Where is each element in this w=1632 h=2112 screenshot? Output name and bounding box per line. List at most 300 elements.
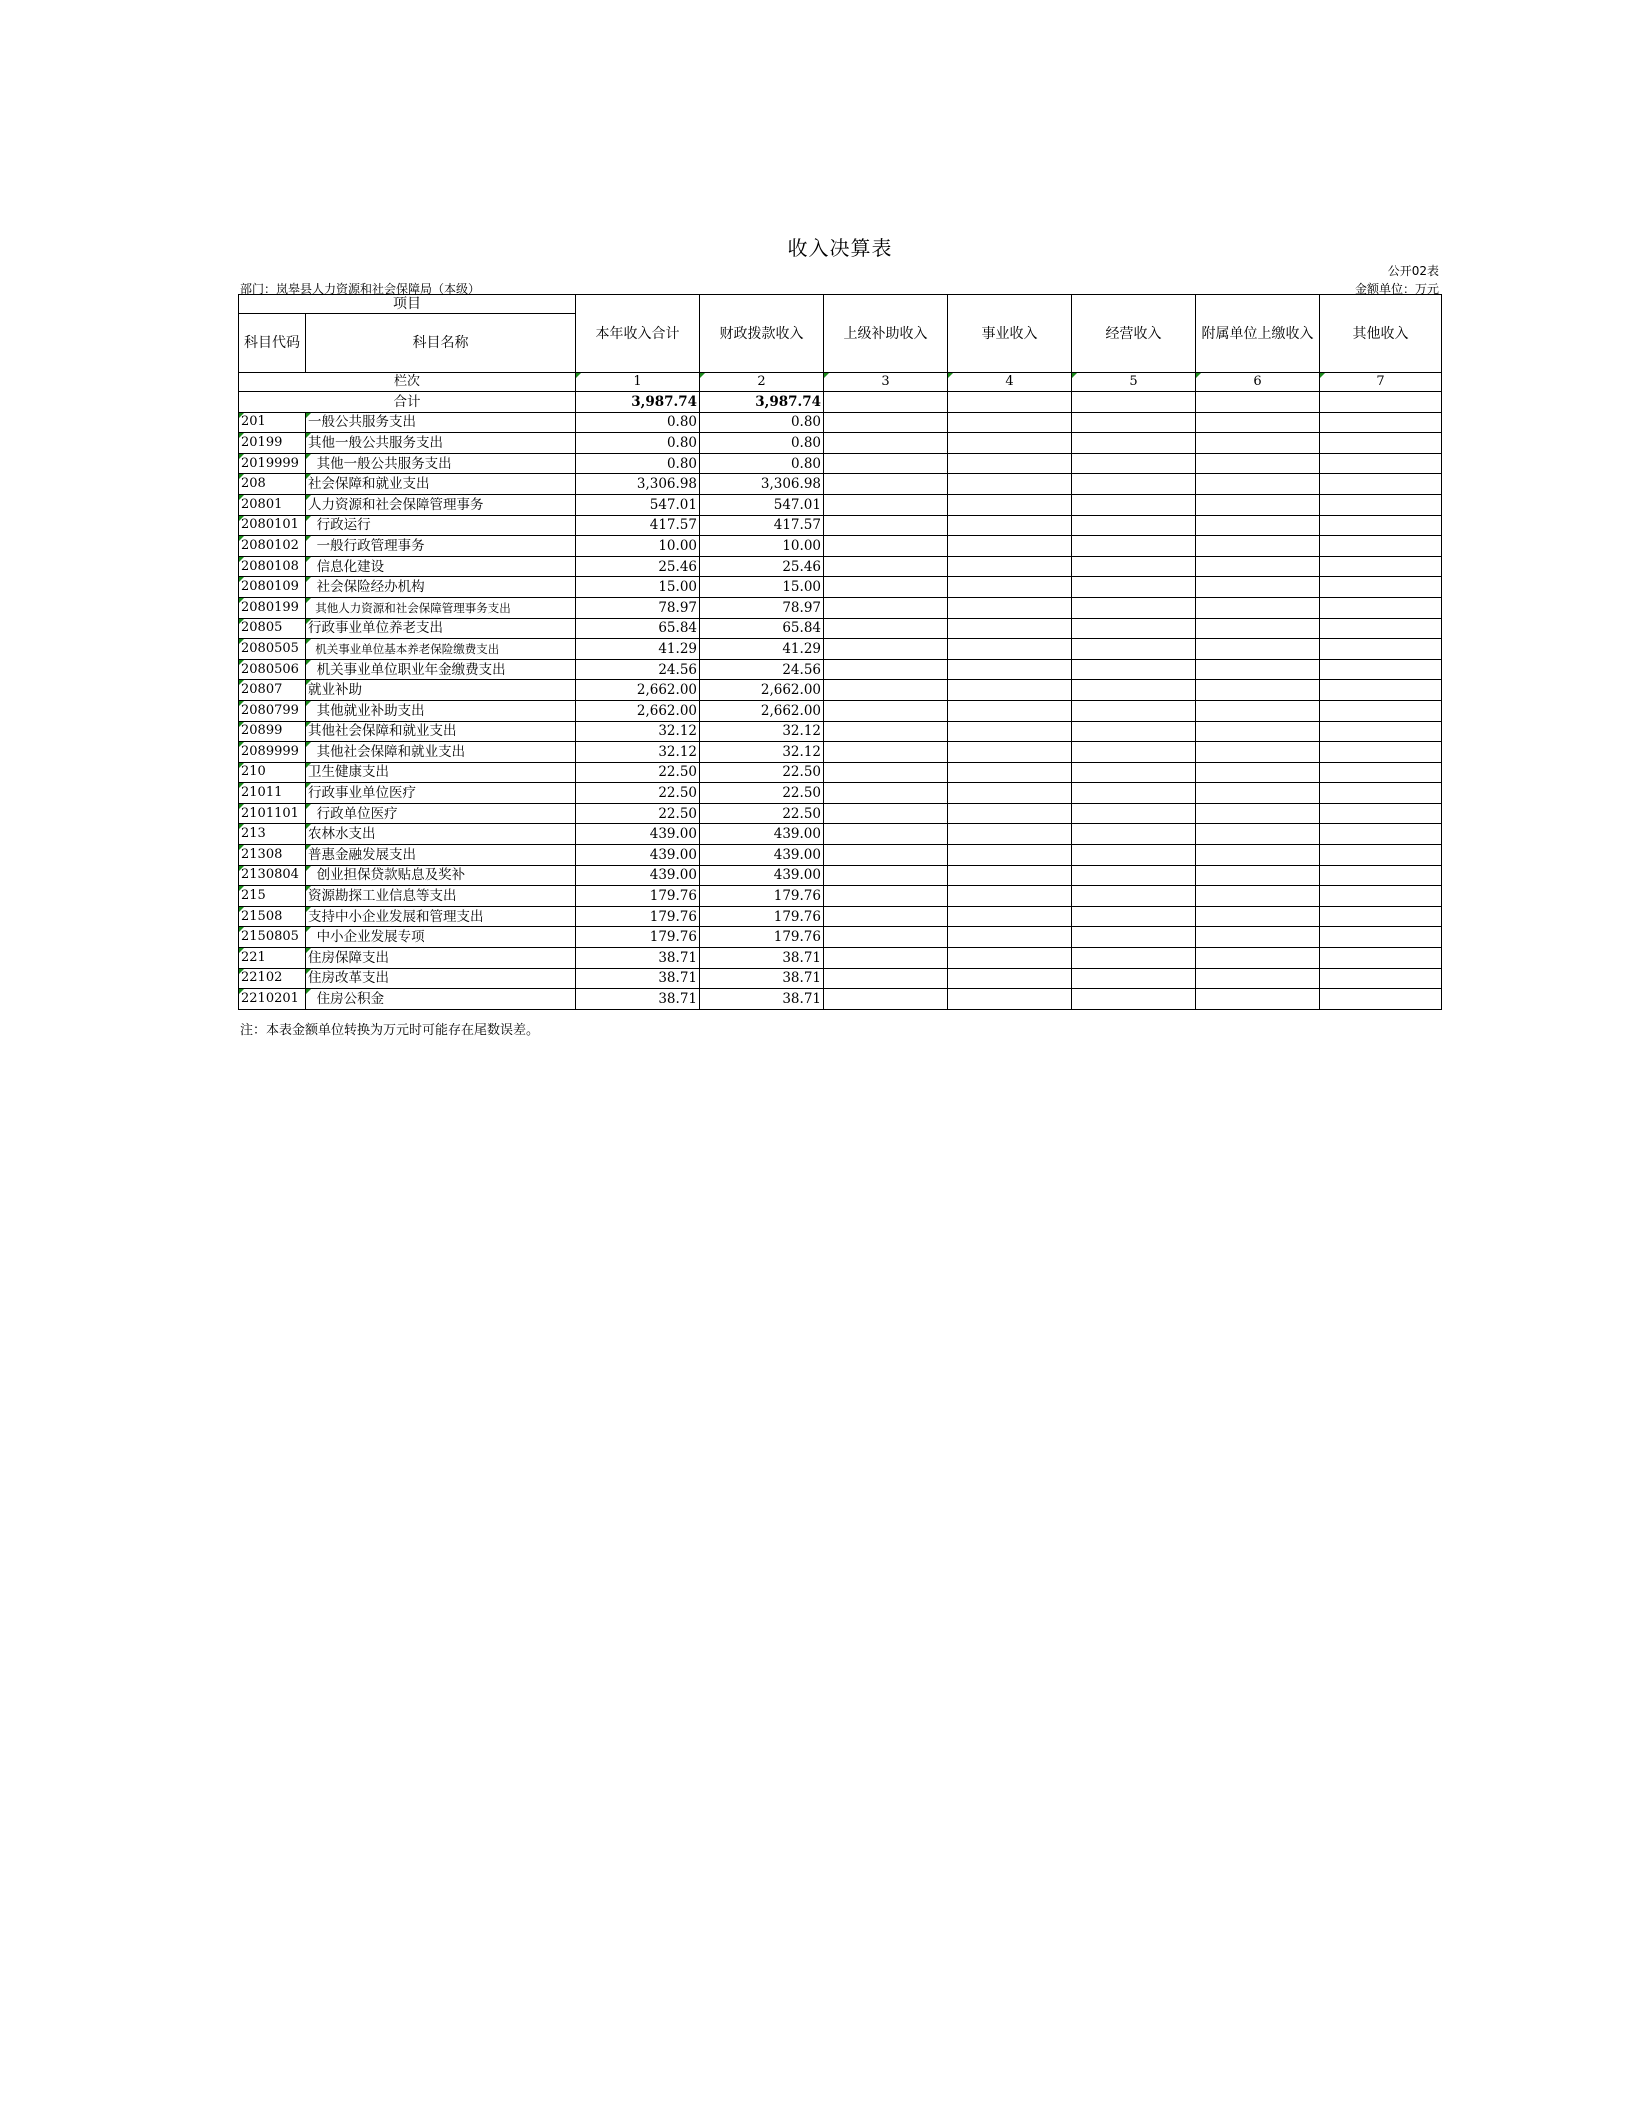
- total-income-cell: 38.71: [576, 948, 700, 969]
- empty-cell: [1196, 783, 1320, 804]
- report-title: 收入决算表: [787, 236, 893, 260]
- table-row: [239, 762, 1442, 783]
- column-index: 2: [700, 373, 824, 392]
- column-header: 本年收入合计: [576, 295, 700, 373]
- subject-code-cell: 2080799: [239, 700, 306, 721]
- empty-cell: [948, 453, 1072, 474]
- total-income-cell: 32.12: [576, 721, 700, 742]
- subject-code-cell: 21508: [239, 906, 306, 927]
- empty-cell: [1072, 639, 1196, 660]
- empty-cell: [948, 948, 1072, 969]
- empty-cell: [1196, 927, 1320, 948]
- subject-code-cell: 2130804: [239, 865, 306, 886]
- empty-cell: [1072, 680, 1196, 701]
- empty-cell: [948, 680, 1072, 701]
- column-index-row: [239, 373, 1442, 392]
- empty-cell: [1072, 536, 1196, 557]
- empty-cell: [1196, 556, 1320, 577]
- total-income-cell: 0.80: [576, 433, 700, 454]
- table-row: [239, 824, 1442, 845]
- subject-name-cell: 卫生健康支出: [306, 762, 576, 783]
- total-income-cell: 0.80: [576, 453, 700, 474]
- total-income-cell: 417.57: [576, 515, 700, 536]
- empty-cell: [1072, 721, 1196, 742]
- subject-code-cell: 2080108: [239, 556, 306, 577]
- amount-unit-label: 金额单位：万元: [1354, 282, 1439, 296]
- empty-cell: [1196, 845, 1320, 866]
- total-income-cell: 179.76: [576, 906, 700, 927]
- empty-cell: [1196, 659, 1320, 680]
- project-header: 项目: [239, 295, 576, 314]
- empty-cell: [824, 597, 948, 618]
- subject-name-cell: 一般公共服务支出: [306, 412, 576, 433]
- empty-cell: [948, 968, 1072, 989]
- total-value: [948, 392, 1072, 413]
- empty-cell: [948, 824, 1072, 845]
- empty-cell: [1196, 948, 1320, 969]
- subject-name-cell: 行政单位医疗: [306, 803, 576, 824]
- fiscal-appropriation-cell: 3,306.98: [700, 474, 824, 495]
- column-header: 其他收入: [1320, 295, 1442, 373]
- empty-cell: [948, 927, 1072, 948]
- table-row: [239, 906, 1442, 927]
- fiscal-appropriation-cell: 22.50: [700, 803, 824, 824]
- empty-cell: [948, 845, 1072, 866]
- empty-cell: [1072, 618, 1196, 639]
- table-row: [239, 433, 1442, 454]
- subject-name-cell: 社会保险经办机构: [306, 577, 576, 598]
- total-income-cell: 439.00: [576, 824, 700, 845]
- empty-cell: [824, 618, 948, 639]
- total-income-cell: 41.29: [576, 639, 700, 660]
- subject-name-cell: 支持中小企业发展和管理支出: [306, 906, 576, 927]
- fiscal-appropriation-cell: 0.80: [700, 453, 824, 474]
- empty-cell: [824, 865, 948, 886]
- subject-name-cell: 机关事业单位基本养老保险缴费支出: [306, 639, 576, 660]
- fiscal-appropriation-cell: 0.80: [700, 412, 824, 433]
- subject-code-cell: 2101101: [239, 803, 306, 824]
- fiscal-appropriation-cell: 439.00: [700, 845, 824, 866]
- table-row: [239, 845, 1442, 866]
- empty-cell: [1072, 865, 1196, 886]
- table-row: [239, 412, 1442, 433]
- empty-cell: [1320, 968, 1442, 989]
- empty-cell: [1320, 742, 1442, 763]
- subject-code-cell: 20199: [239, 433, 306, 454]
- empty-cell: [1196, 865, 1320, 886]
- subject-name-cell: 农林水支出: [306, 824, 576, 845]
- empty-cell: [1072, 906, 1196, 927]
- fiscal-appropriation-cell: 179.76: [700, 906, 824, 927]
- subject-code-cell: 2080505: [239, 639, 306, 660]
- empty-cell: [1196, 494, 1320, 515]
- empty-cell: [824, 494, 948, 515]
- empty-cell: [1196, 700, 1320, 721]
- empty-cell: [1320, 618, 1442, 639]
- empty-cell: [1196, 639, 1320, 660]
- total-income-cell: 22.50: [576, 762, 700, 783]
- subject-name-cell: 机关事业单位职业年金缴费支出: [306, 659, 576, 680]
- empty-cell: [1320, 824, 1442, 845]
- total-income-cell: 179.76: [576, 886, 700, 907]
- empty-cell: [824, 968, 948, 989]
- empty-cell: [824, 453, 948, 474]
- table-row: [239, 659, 1442, 680]
- empty-cell: [1320, 783, 1442, 804]
- empty-cell: [1072, 577, 1196, 598]
- income-statement-table: [238, 294, 1442, 1010]
- table-row: [239, 989, 1442, 1010]
- empty-cell: [948, 618, 1072, 639]
- subject-code-cell: 208: [239, 474, 306, 495]
- empty-cell: [1196, 762, 1320, 783]
- subject-name-cell: 社会保障和就业支出: [306, 474, 576, 495]
- total-income-cell: 0.80: [576, 412, 700, 433]
- table-row: [239, 886, 1442, 907]
- form-number: 公开02表: [1387, 264, 1439, 278]
- empty-cell: [1072, 412, 1196, 433]
- subject-name-cell: 信息化建设: [306, 556, 576, 577]
- subject-name-cell: 其他社会保障和就业支出: [306, 742, 576, 763]
- empty-cell: [948, 494, 1072, 515]
- total-income-cell: 15.00: [576, 577, 700, 598]
- empty-cell: [824, 762, 948, 783]
- empty-cell: [824, 433, 948, 454]
- empty-cell: [1320, 639, 1442, 660]
- empty-cell: [1196, 742, 1320, 763]
- table-row: [239, 536, 1442, 557]
- column-index: 6: [1196, 373, 1320, 392]
- fiscal-appropriation-cell: 439.00: [700, 865, 824, 886]
- empty-cell: [1072, 433, 1196, 454]
- fiscal-appropriation-cell: 179.76: [700, 927, 824, 948]
- table-row: [239, 474, 1442, 495]
- fiscal-appropriation-cell: 65.84: [700, 618, 824, 639]
- empty-cell: [824, 721, 948, 742]
- fiscal-appropriation-cell: 22.50: [700, 762, 824, 783]
- empty-cell: [1320, 700, 1442, 721]
- empty-cell: [1072, 803, 1196, 824]
- fiscal-appropriation-cell: 0.80: [700, 433, 824, 454]
- fiscal-appropriation-cell: 38.71: [700, 968, 824, 989]
- empty-cell: [824, 948, 948, 969]
- empty-cell: [948, 474, 1072, 495]
- subject-code-cell: 2210201: [239, 989, 306, 1010]
- subject-name-cell: 普惠金融发展支出: [306, 845, 576, 866]
- empty-cell: [824, 783, 948, 804]
- empty-cell: [824, 989, 948, 1010]
- empty-cell: [948, 597, 1072, 618]
- empty-cell: [1320, 948, 1442, 969]
- subject-name-cell: 其他一般公共服务支出: [306, 453, 576, 474]
- subject-code-cell: 201: [239, 412, 306, 433]
- column-index: 4: [948, 373, 1072, 392]
- empty-cell: [1196, 721, 1320, 742]
- subject-code-cell: 2150805: [239, 927, 306, 948]
- empty-cell: [948, 989, 1072, 1010]
- subject-name-cell: 行政运行: [306, 515, 576, 536]
- empty-cell: [1196, 824, 1320, 845]
- table-row: [239, 515, 1442, 536]
- empty-cell: [824, 659, 948, 680]
- table-row: [239, 680, 1442, 701]
- table-row: [239, 865, 1442, 886]
- empty-cell: [1072, 927, 1196, 948]
- subject-name-cell: 就业补助: [306, 680, 576, 701]
- subject-code-cell: 2080199: [239, 597, 306, 618]
- empty-cell: [824, 803, 948, 824]
- subject-code-cell: 21308: [239, 845, 306, 866]
- fiscal-appropriation-cell: 2,662.00: [700, 700, 824, 721]
- empty-cell: [1072, 989, 1196, 1010]
- empty-cell: [824, 556, 948, 577]
- total-income-cell: 439.00: [576, 845, 700, 866]
- empty-cell: [948, 536, 1072, 557]
- empty-cell: [824, 639, 948, 660]
- subject-name-cell: 创业担保贷款贴息及奖补: [306, 865, 576, 886]
- empty-cell: [1320, 515, 1442, 536]
- total-income-cell: 78.97: [576, 597, 700, 618]
- subject-name-cell: 行政事业单位医疗: [306, 783, 576, 804]
- empty-cell: [948, 886, 1072, 907]
- footnote: 注：本表金额单位转换为万元时可能存在尾数误差。: [240, 1023, 540, 1038]
- empty-cell: [1320, 865, 1442, 886]
- fiscal-appropriation-cell: 38.71: [700, 948, 824, 969]
- empty-cell: [1072, 742, 1196, 763]
- empty-cell: [824, 742, 948, 763]
- total-income-cell: 24.56: [576, 659, 700, 680]
- table-row: [239, 556, 1442, 577]
- empty-cell: [1072, 515, 1196, 536]
- fiscal-appropriation-cell: 78.97: [700, 597, 824, 618]
- table-row: [239, 639, 1442, 660]
- subject-name-cell: 住房公积金: [306, 989, 576, 1010]
- empty-cell: [948, 515, 1072, 536]
- column-header: 财政拨款收入: [700, 295, 824, 373]
- table-row: [239, 597, 1442, 618]
- column-index: 1: [576, 373, 700, 392]
- empty-cell: [948, 433, 1072, 454]
- empty-cell: [948, 659, 1072, 680]
- empty-cell: [1320, 577, 1442, 598]
- total-income-cell: 22.50: [576, 803, 700, 824]
- subject-name-header: 科目名称: [306, 314, 576, 373]
- subject-code-cell: 2080506: [239, 659, 306, 680]
- table-row: [239, 948, 1442, 969]
- empty-cell: [1072, 845, 1196, 866]
- subject-name-cell: 住房改革支出: [306, 968, 576, 989]
- empty-cell: [1196, 597, 1320, 618]
- empty-cell: [1320, 721, 1442, 742]
- empty-cell: [824, 886, 948, 907]
- subject-code-cell: 2080102: [239, 536, 306, 557]
- empty-cell: [824, 474, 948, 495]
- table-row: [239, 577, 1442, 598]
- fiscal-appropriation-cell: 32.12: [700, 742, 824, 763]
- empty-cell: [1072, 886, 1196, 907]
- fiscal-appropriation-cell: 15.00: [700, 577, 824, 598]
- empty-cell: [1320, 597, 1442, 618]
- empty-cell: [824, 412, 948, 433]
- empty-cell: [824, 680, 948, 701]
- empty-cell: [1320, 474, 1442, 495]
- empty-cell: [1072, 556, 1196, 577]
- empty-cell: [1196, 412, 1320, 433]
- table-row: [239, 742, 1442, 763]
- empty-cell: [1320, 680, 1442, 701]
- empty-cell: [948, 412, 1072, 433]
- subject-code-cell: 21011: [239, 783, 306, 804]
- subject-name-cell: 中小企业发展专项: [306, 927, 576, 948]
- column-index: 5: [1072, 373, 1196, 392]
- empty-cell: [948, 577, 1072, 598]
- empty-cell: [1196, 680, 1320, 701]
- empty-cell: [948, 742, 1072, 763]
- table-row: [239, 968, 1442, 989]
- empty-cell: [1072, 762, 1196, 783]
- total-value: [1072, 392, 1196, 413]
- empty-cell: [1196, 577, 1320, 598]
- total-income-cell: 2,662.00: [576, 680, 700, 701]
- empty-cell: [1196, 803, 1320, 824]
- empty-cell: [948, 721, 1072, 742]
- table-row: [239, 700, 1442, 721]
- total-value: [1196, 392, 1320, 413]
- fiscal-appropriation-cell: 22.50: [700, 783, 824, 804]
- empty-cell: [948, 700, 1072, 721]
- total-income-cell: 547.01: [576, 494, 700, 515]
- subject-code-cell: 213: [239, 824, 306, 845]
- subject-name-cell: 其他社会保障和就业支出: [306, 721, 576, 742]
- total-value: [824, 392, 948, 413]
- empty-cell: [1320, 845, 1442, 866]
- empty-cell: [824, 536, 948, 557]
- table-row: [239, 494, 1442, 515]
- column-header: 经营收入: [1072, 295, 1196, 373]
- subject-code-cell: 2089999: [239, 742, 306, 763]
- total-income-cell: 38.71: [576, 968, 700, 989]
- table-row: [239, 618, 1442, 639]
- fiscal-appropriation-cell: 547.01: [700, 494, 824, 515]
- empty-cell: [1196, 515, 1320, 536]
- column-header: 事业收入: [948, 295, 1072, 373]
- empty-cell: [1196, 433, 1320, 454]
- fiscal-appropriation-cell: 38.71: [700, 989, 824, 1010]
- empty-cell: [948, 639, 1072, 660]
- column-index: 3: [824, 373, 948, 392]
- total-income-cell: 2,662.00: [576, 700, 700, 721]
- subject-name-cell: 其他人力资源和社会保障管理事务支出: [306, 597, 576, 618]
- total-income-cell: 38.71: [576, 989, 700, 1010]
- fiscal-appropriation-cell: 25.46: [700, 556, 824, 577]
- subject-code-cell: 221: [239, 948, 306, 969]
- empty-cell: [1320, 659, 1442, 680]
- empty-cell: [824, 577, 948, 598]
- empty-cell: [1072, 474, 1196, 495]
- empty-cell: [1072, 659, 1196, 680]
- table-row: [239, 783, 1442, 804]
- empty-cell: [1196, 536, 1320, 557]
- subject-name-cell: 行政事业单位养老支出: [306, 618, 576, 639]
- empty-cell: [1320, 886, 1442, 907]
- column-header: 上级补助收入: [824, 295, 948, 373]
- subject-code-header: 科目代码: [239, 314, 306, 373]
- subject-code-cell: 22102: [239, 968, 306, 989]
- total-row: [239, 392, 1442, 413]
- subject-code-cell: 20899: [239, 721, 306, 742]
- empty-cell: [1196, 618, 1320, 639]
- empty-cell: [1320, 536, 1442, 557]
- empty-cell: [1320, 906, 1442, 927]
- total-income-cell: 22.50: [576, 783, 700, 804]
- subject-code-cell: 20805: [239, 618, 306, 639]
- empty-cell: [1072, 824, 1196, 845]
- empty-cell: [948, 783, 1072, 804]
- empty-cell: [1196, 474, 1320, 495]
- fiscal-appropriation-cell: 24.56: [700, 659, 824, 680]
- empty-cell: [1196, 968, 1320, 989]
- fiscal-appropriation-cell: 10.00: [700, 536, 824, 557]
- empty-cell: [824, 845, 948, 866]
- empty-cell: [948, 865, 1072, 886]
- subject-name-cell: 其他就业补助支出: [306, 700, 576, 721]
- empty-cell: [1196, 886, 1320, 907]
- empty-cell: [824, 700, 948, 721]
- fiscal-appropriation-cell: 2,662.00: [700, 680, 824, 701]
- empty-cell: [1196, 453, 1320, 474]
- subject-code-cell: 210: [239, 762, 306, 783]
- empty-cell: [824, 824, 948, 845]
- empty-cell: [948, 906, 1072, 927]
- empty-cell: [1320, 927, 1442, 948]
- table-row: [239, 721, 1442, 742]
- fiscal-appropriation-cell: 439.00: [700, 824, 824, 845]
- empty-cell: [1072, 700, 1196, 721]
- total-income-cell: 179.76: [576, 927, 700, 948]
- table-row: [239, 927, 1442, 948]
- empty-cell: [1072, 597, 1196, 618]
- total-income-cell: 25.46: [576, 556, 700, 577]
- total-income-cell: 10.00: [576, 536, 700, 557]
- subject-name-cell: 其他一般公共服务支出: [306, 433, 576, 454]
- total-income-cell: 65.84: [576, 618, 700, 639]
- column-header: 附属单位上缴收入: [1196, 295, 1320, 373]
- empty-cell: [824, 927, 948, 948]
- empty-cell: [1320, 412, 1442, 433]
- subject-code-cell: 2019999: [239, 453, 306, 474]
- total-income-cell: 3,306.98: [576, 474, 700, 495]
- empty-cell: [1320, 989, 1442, 1010]
- subject-code-cell: 20801: [239, 494, 306, 515]
- empty-cell: [1196, 989, 1320, 1010]
- fiscal-appropriation-cell: 179.76: [700, 886, 824, 907]
- subject-name-cell: 资源勘探工业信息等支出: [306, 886, 576, 907]
- empty-cell: [1320, 433, 1442, 454]
- subject-code-cell: 215: [239, 886, 306, 907]
- column-index: 7: [1320, 373, 1442, 392]
- total-value: 3,987.74: [700, 392, 824, 413]
- table-row: [239, 803, 1442, 824]
- total-value: [1320, 392, 1442, 413]
- subject-code-cell: 2080101: [239, 515, 306, 536]
- empty-cell: [1320, 556, 1442, 577]
- empty-cell: [948, 762, 1072, 783]
- empty-cell: [1196, 906, 1320, 927]
- fiscal-appropriation-cell: 417.57: [700, 515, 824, 536]
- empty-cell: [1072, 453, 1196, 474]
- subject-name-cell: 人力资源和社会保障管理事务: [306, 494, 576, 515]
- subject-name-cell: 住房保障支出: [306, 948, 576, 969]
